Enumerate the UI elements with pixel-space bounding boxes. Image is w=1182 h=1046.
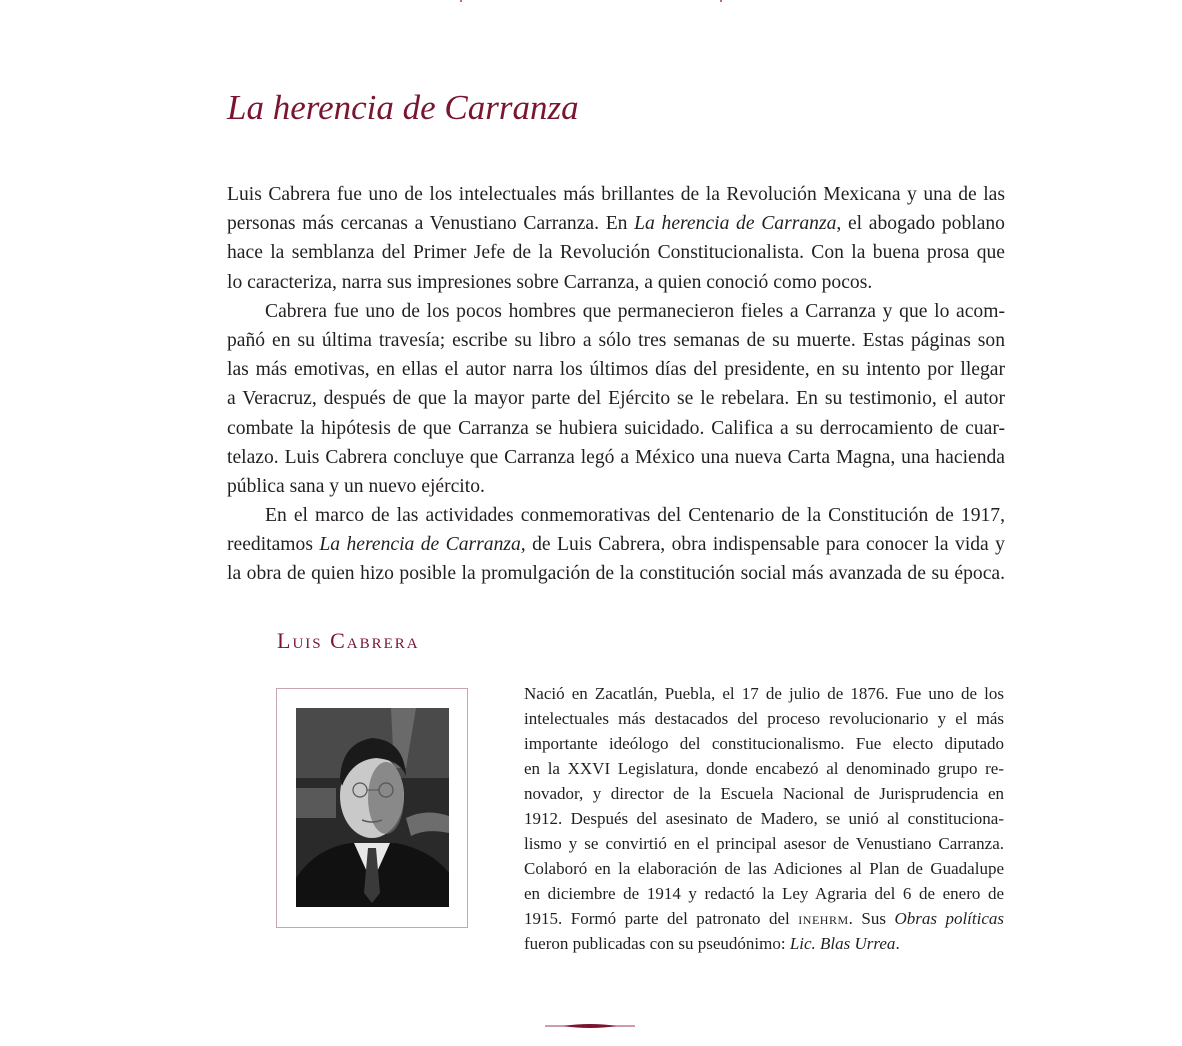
bio-line: intelectuales más destacados del proceso revolucionario y el más (524, 709, 1004, 728)
bio-line: Nació en Zacatlán, Puebla, el 17 de julio de 1876. Fue uno de los (524, 684, 1004, 703)
crop-mark-right (720, 0, 722, 2)
ornament-divider-icon (545, 1022, 635, 1030)
intro-line (227, 530, 1005, 559)
crop-mark-left (460, 0, 462, 2)
intro-line: a Veracruz, después de que la mayor parte del Ejército se le rebelara. En su testimonio, el autor (227, 388, 1005, 410)
intro-text (227, 180, 1005, 589)
work-title-italic: Obras políticas (894, 909, 1004, 928)
book-title-italic: La herencia de Carranza (634, 213, 837, 235)
pseudonym-italic: Lic. Blas Urrea (789, 934, 896, 953)
intro-line: la obra de quien hizo posible la promulgación de la constitución social más avanzada de su época. (227, 563, 1005, 585)
intro-line: combate la hipótesis de que Carranza se hubiera suicidado. Califica a su derrocamiento de cuar- (227, 417, 1005, 439)
author-bio (524, 681, 1004, 956)
author-photo-frame (276, 688, 468, 928)
bio-line: 1912. Después del asesinato de Madero, se unió al constituciona- (524, 809, 1004, 828)
text-run: personas más cercanas a Venustiano Carranza. En (227, 213, 635, 235)
intro-line: lo caracteriza, narra sus impresiones sobre Carranza, a quien conoció como pocos. (227, 271, 873, 293)
portrait-illustration (296, 708, 449, 907)
bio-line: importante ideólogo del constitucionalismo. Fue electo diputado (524, 734, 1004, 753)
text-run: 1915. Formó parte del patronato del (524, 909, 799, 928)
bio-line (524, 931, 1004, 956)
intro-line: hace la semblanza del Primer Jefe de la Revolución Constitucionalista. Con la buena prosa que (227, 242, 1005, 264)
intro-line (227, 209, 1005, 238)
text-run: fueron publicadas con su pseudónimo: (524, 934, 790, 953)
intro-line: las más emotivas, en ellas el autor narra los últimos días del presidente, en su intento por llegar (227, 359, 1005, 381)
text-run: . Sus (848, 909, 895, 928)
bio-line: novador, y director de la Escuela Nacional de Jurisprudencia en (524, 784, 1004, 803)
bio-line: Colaboró en la elaboración de las Adiciones al Plan de Guadalupe (524, 859, 1004, 878)
author-heading: Luis Cabrera (277, 628, 420, 653)
intro-line: pública sana y un nuevo ejército. (227, 475, 485, 497)
author-photo (296, 708, 449, 907)
bio-line: en diciembre de 1914 y redactó la Ley Agraria del 6 de enero de (524, 884, 1004, 903)
book-title-italic: La herencia de Carranza, (319, 534, 526, 556)
text-run: , el abogado poblano (836, 213, 1005, 235)
bio-line: en la XXVI Legislatura, donde encabezó al denominado grupo re- (524, 759, 1004, 778)
page-title: La herencia de Carranza (227, 88, 579, 127)
institution-acronym: inehrm (798, 909, 849, 928)
text-run: . (895, 934, 900, 953)
text-run: reeditamos (227, 534, 320, 556)
intro-line: En el marco de las actividades conmemorativas del Centenario de la Constitución de 1917, (265, 505, 1005, 527)
intro-line: Luis Cabrera fue uno de los intelectuales más brillantes de la Revolución Mexicana y una de las (227, 184, 1005, 205)
bio-line: lismo y se convirtió en el principal asesor de Venustiano Carranza. (524, 834, 1004, 853)
text-run: de Luis Cabrera, obra indispensable para conocer la vida y (525, 534, 1005, 556)
intro-line: pañó en su última travesía; escribe su libro a sólo tres semanas de su muerte. Estas páginas son (227, 329, 1005, 351)
intro-line: Cabrera fue uno de los pocos hombres que permanecieron fieles a Carranza y que lo acom- (265, 300, 1005, 322)
top-crop-marks (460, 0, 722, 2)
bio-line (524, 906, 1004, 931)
intro-line: telazo. Luis Cabrera concluye que Carranza legó a México una nueva Carta Magna, una hacienda (227, 446, 1005, 468)
